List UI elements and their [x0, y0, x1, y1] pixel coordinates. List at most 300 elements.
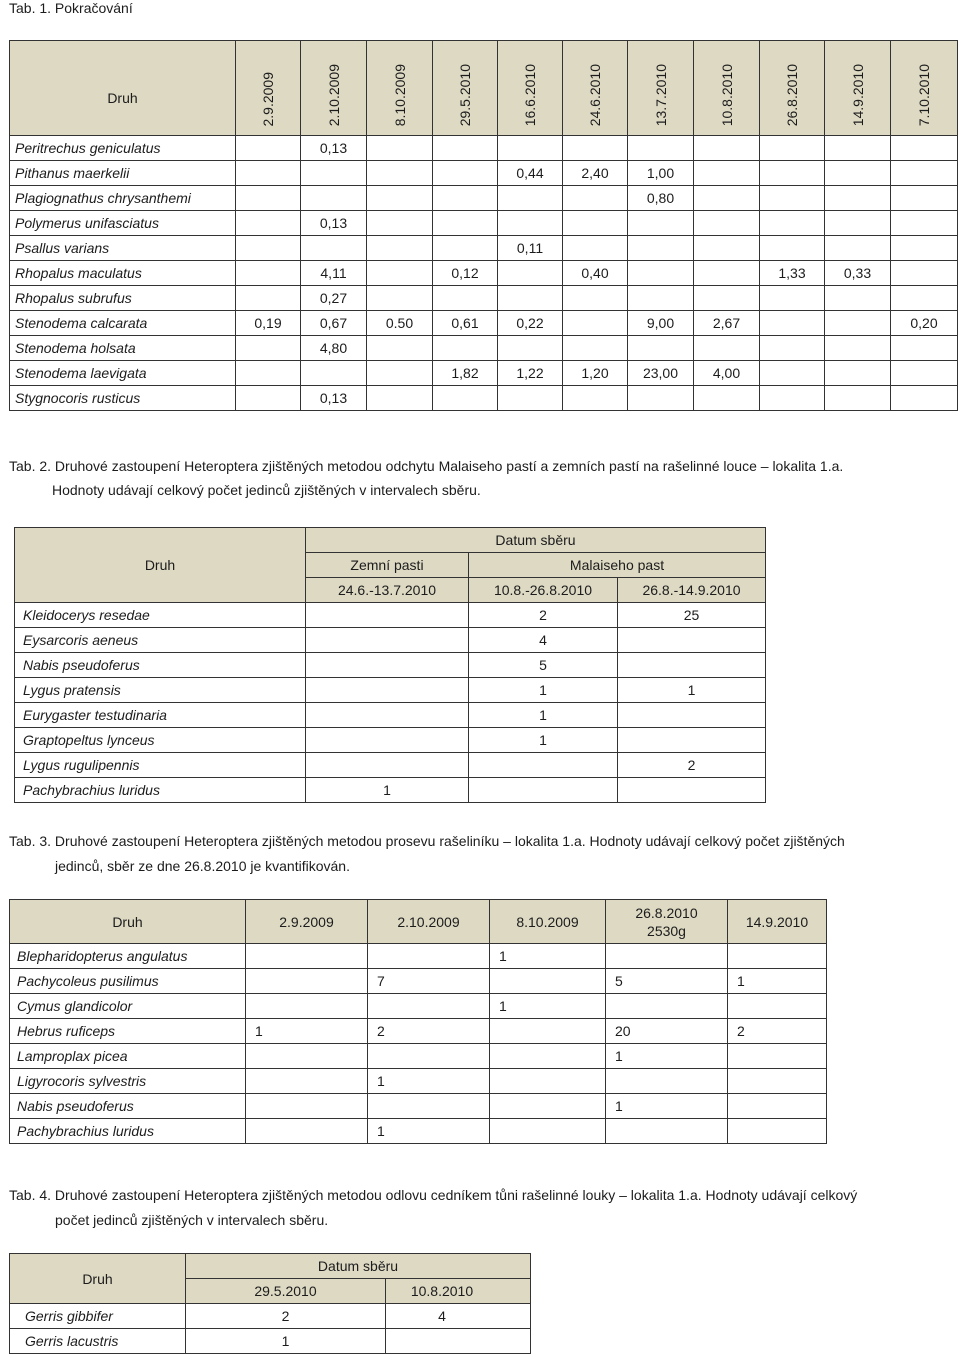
count-cell	[891, 136, 958, 161]
count-cell	[490, 1094, 606, 1119]
count-cell: 1	[368, 1069, 490, 1094]
species-name: Rhopalus maculatus	[10, 261, 236, 286]
count-cell	[367, 261, 433, 286]
count-cell	[367, 286, 433, 311]
count-cell: 0,19	[236, 311, 301, 336]
count-cell	[246, 1044, 368, 1069]
count-cell	[760, 186, 825, 211]
count-cell	[367, 336, 433, 361]
count-cell	[825, 236, 891, 261]
date-label: 26.8.2010	[784, 63, 800, 126]
species-row	[15, 628, 766, 653]
count-cell	[891, 336, 958, 361]
species-row	[10, 311, 958, 336]
species-row	[10, 261, 958, 286]
table-4-body	[10, 1304, 531, 1354]
species-name: Gerris lacustris	[10, 1329, 186, 1354]
species-column-header: Druh	[15, 528, 306, 603]
count-cell	[694, 336, 760, 361]
species-header-label: Druh	[107, 90, 138, 106]
count-cell	[236, 211, 301, 236]
count-cell	[301, 186, 367, 211]
count-cell: 4	[386, 1304, 531, 1329]
count-cell	[628, 261, 694, 286]
species-row	[10, 136, 958, 161]
species-name: Pachycoleus pusilimus	[10, 969, 246, 994]
date-column-header	[891, 41, 958, 136]
table-2-caption-line-2: Hodnoty udávají celkový počet jedinců zjištěných v intervalech sběru.	[52, 482, 481, 498]
count-cell: 4,00	[694, 361, 760, 386]
count-cell	[891, 186, 958, 211]
count-cell: 1	[306, 778, 469, 803]
count-cell	[825, 161, 891, 186]
species-name: Rhopalus subrufus	[10, 286, 236, 311]
species-name: Lamproplax picea	[10, 1044, 246, 1069]
species-row	[15, 703, 766, 728]
interval-header: 24.6.-13.7.2010	[306, 578, 469, 603]
table-3	[9, 899, 827, 1144]
count-cell	[368, 944, 490, 969]
count-cell	[694, 186, 760, 211]
species-column-header	[10, 41, 236, 136]
count-cell	[694, 236, 760, 261]
count-cell: 2	[186, 1304, 386, 1329]
count-cell: 1	[246, 1019, 368, 1044]
count-cell	[760, 361, 825, 386]
count-cell: 1	[490, 994, 606, 1019]
count-cell: 1,20	[563, 361, 628, 386]
date-column-header: 10.8.2010	[386, 1279, 531, 1304]
count-cell	[368, 1044, 490, 1069]
count-cell: 0,80	[628, 186, 694, 211]
species-row	[10, 286, 958, 311]
count-cell	[236, 361, 301, 386]
species-name: Eysarcoris aeneus	[15, 628, 306, 653]
species-name: Stenodema holsata	[10, 336, 236, 361]
species-name: Stenodema calcarata	[10, 311, 236, 336]
species-name: Nabis pseudoferus	[10, 1094, 246, 1119]
table-4-caption-line-2: počet jedinců zjištěných v intervalech sběru.	[55, 1212, 329, 1228]
count-cell: 1	[469, 678, 618, 703]
count-cell	[618, 778, 766, 803]
count-cell	[490, 969, 606, 994]
count-cell: 20	[606, 1019, 728, 1044]
species-name: Stenodema laevigata	[10, 361, 236, 386]
species-row	[15, 653, 766, 678]
table-3-caption-line-2: jedinců, sběr ze dne 26.8.2010 je kvantifikován.	[55, 858, 350, 874]
count-cell: 4	[469, 628, 618, 653]
date-column-header	[694, 41, 760, 136]
count-cell	[433, 386, 498, 411]
count-cell	[760, 286, 825, 311]
count-cell	[498, 211, 563, 236]
species-row	[10, 1329, 531, 1354]
count-cell: 1,33	[760, 261, 825, 286]
species-row	[10, 336, 958, 361]
count-cell: 1,00	[628, 161, 694, 186]
count-cell	[433, 286, 498, 311]
date-label: 2.10.2009	[325, 63, 342, 126]
count-cell	[301, 236, 367, 261]
count-cell	[891, 261, 958, 286]
count-cell	[563, 336, 628, 361]
count-cell	[760, 211, 825, 236]
count-cell	[694, 161, 760, 186]
date-label: 14.9.2010	[849, 63, 866, 126]
count-cell	[825, 361, 891, 386]
date-column-header	[498, 41, 563, 136]
count-cell: 0,67	[301, 311, 367, 336]
species-column-header: Druh	[10, 900, 246, 944]
count-cell	[760, 386, 825, 411]
count-cell: 2,67	[694, 311, 760, 336]
count-cell	[433, 161, 498, 186]
count-cell	[825, 211, 891, 236]
species-name: Hebrus ruficeps	[10, 1019, 246, 1044]
count-cell	[825, 286, 891, 311]
header-row	[15, 528, 766, 553]
species-row	[10, 1019, 827, 1044]
species-name: Ligyrocoris sylvestris	[10, 1069, 246, 1094]
count-cell	[306, 703, 469, 728]
species-name: Gerris gibbifer	[10, 1304, 186, 1329]
table-4	[9, 1253, 531, 1354]
date-column-header: 14.9.2010	[728, 900, 827, 944]
species-name: Psallus varians	[10, 236, 236, 261]
date-label: 8.10.2009	[391, 63, 408, 126]
species-row	[10, 1304, 531, 1329]
count-cell: 0,20	[891, 311, 958, 336]
date-column-header	[367, 41, 433, 136]
count-cell	[367, 161, 433, 186]
species-row	[10, 211, 958, 236]
species-row	[10, 1119, 827, 1144]
count-cell	[498, 286, 563, 311]
count-cell	[367, 386, 433, 411]
count-cell: 2	[618, 753, 766, 778]
count-cell	[891, 361, 958, 386]
count-cell	[891, 161, 958, 186]
count-cell: 4,11	[301, 261, 367, 286]
count-cell	[825, 136, 891, 161]
count-cell: 1	[469, 728, 618, 753]
count-cell	[825, 186, 891, 211]
count-cell: 1	[490, 944, 606, 969]
method-header: Malaiseho past	[469, 553, 766, 578]
count-cell	[628, 211, 694, 236]
species-row	[10, 1094, 827, 1119]
date-group-header: Datum sběru	[186, 1254, 531, 1279]
species-name: Stygnocoris rusticus	[10, 386, 236, 411]
species-name: Plagiognathus chrysanthemi	[10, 186, 236, 211]
species-row	[10, 1044, 827, 1069]
count-cell: 5	[469, 653, 618, 678]
count-cell	[236, 286, 301, 311]
species-row	[10, 186, 958, 211]
table-3-caption-line-1: Tab. 3. Druhové zastoupení Heteroptera zjištěných metodou prosevu rašeliníku – lokalita 1.a. Hodnoty udávají celkový počet zjištěných	[9, 833, 845, 849]
count-cell	[306, 653, 469, 678]
species-name: Pachybrachius luridus	[10, 1119, 246, 1144]
count-cell	[825, 386, 891, 411]
count-cell	[694, 286, 760, 311]
count-cell	[367, 361, 433, 386]
count-cell	[306, 728, 469, 753]
count-cell	[367, 236, 433, 261]
species-name: Graptopeltus lynceus	[15, 728, 306, 753]
date-column-header: 2.9.2009	[246, 900, 368, 944]
species-row	[10, 236, 958, 261]
date-label: 26.8.2010	[635, 904, 698, 921]
date-label: 16.6.2010	[522, 63, 538, 126]
count-cell	[825, 311, 891, 336]
count-cell	[563, 211, 628, 236]
count-cell: 0,61	[433, 311, 498, 336]
table-1-body	[10, 136, 958, 411]
count-cell	[891, 286, 958, 311]
method-header: Zemní pasti	[306, 553, 469, 578]
date-column-header	[433, 41, 498, 136]
count-cell	[306, 753, 469, 778]
count-cell: 1	[618, 678, 766, 703]
count-cell	[606, 944, 728, 969]
date-column-header	[301, 41, 367, 136]
count-cell	[236, 186, 301, 211]
count-cell	[563, 186, 628, 211]
count-cell: 1	[606, 1094, 728, 1119]
count-cell: 0,40	[563, 261, 628, 286]
count-cell	[891, 386, 958, 411]
count-cell	[760, 336, 825, 361]
species-row	[10, 361, 958, 386]
count-cell	[760, 311, 825, 336]
count-cell: 0,13	[301, 136, 367, 161]
count-cell: 0,13	[301, 386, 367, 411]
count-cell	[236, 136, 301, 161]
sample-weight-label: 2530g	[647, 922, 686, 939]
count-cell	[728, 944, 827, 969]
species-row	[10, 386, 958, 411]
count-cell	[760, 136, 825, 161]
count-cell	[628, 386, 694, 411]
date-label: 2.9.2009	[260, 71, 276, 126]
date-column-header	[563, 41, 628, 136]
species-row	[15, 678, 766, 703]
count-cell	[433, 186, 498, 211]
count-cell	[498, 336, 563, 361]
count-cell	[728, 994, 827, 1019]
count-cell: 0,13	[301, 211, 367, 236]
count-cell: 0.50	[367, 311, 433, 336]
count-cell: 1	[728, 969, 827, 994]
species-name: Peritrechus geniculatus	[10, 136, 236, 161]
table-2	[14, 527, 766, 803]
date-column-header	[236, 41, 301, 136]
species-name: Pachybrachius luridus	[15, 778, 306, 803]
count-cell: 0,33	[825, 261, 891, 286]
species-row	[15, 753, 766, 778]
count-cell	[236, 336, 301, 361]
species-name: Lygus pratensis	[15, 678, 306, 703]
count-cell	[368, 994, 490, 1019]
count-cell	[694, 136, 760, 161]
species-row	[10, 1069, 827, 1094]
count-cell: 1	[186, 1329, 386, 1354]
count-cell	[728, 1119, 827, 1144]
count-cell	[246, 994, 368, 1019]
count-cell	[606, 1119, 728, 1144]
count-cell	[694, 386, 760, 411]
count-cell	[306, 678, 469, 703]
date-label: 10.8.2010	[718, 63, 735, 126]
header-row	[10, 1254, 531, 1279]
count-cell	[498, 136, 563, 161]
date-group-header: Datum sběru	[306, 528, 766, 553]
species-name: Cymus glandicolor	[10, 994, 246, 1019]
count-cell	[301, 161, 367, 186]
count-cell: 4,80	[301, 336, 367, 361]
count-cell	[306, 603, 469, 628]
species-name: Polymerus unifasciatus	[10, 211, 236, 236]
count-cell	[490, 1019, 606, 1044]
date-label: 29.5.2010	[457, 63, 473, 126]
count-cell: 2	[368, 1019, 490, 1044]
species-name: Eurygaster testudinaria	[15, 703, 306, 728]
count-cell	[490, 1044, 606, 1069]
count-cell: 2,40	[563, 161, 628, 186]
count-cell: 5	[606, 969, 728, 994]
count-cell	[469, 753, 618, 778]
count-cell: 0,22	[498, 311, 563, 336]
count-cell: 1,82	[433, 361, 498, 386]
count-cell: 1	[469, 703, 618, 728]
count-cell: 0,11	[498, 236, 563, 261]
count-cell: 7	[368, 969, 490, 994]
count-cell	[891, 236, 958, 261]
count-cell	[563, 136, 628, 161]
count-cell	[825, 336, 891, 361]
count-cell	[433, 236, 498, 261]
count-cell	[618, 728, 766, 753]
count-cell	[728, 1094, 827, 1119]
interval-header: 26.8.-14.9.2010	[618, 578, 766, 603]
species-row	[10, 161, 958, 186]
count-cell: 0,27	[301, 286, 367, 311]
count-cell: 25	[618, 603, 766, 628]
count-cell	[469, 778, 618, 803]
count-cell	[618, 653, 766, 678]
species-name: Nabis pseudoferus	[15, 653, 306, 678]
table-1-caption: Tab. 1. Pokračování	[9, 0, 133, 16]
count-cell	[563, 311, 628, 336]
date-column-header: 2.10.2009	[368, 900, 490, 944]
count-cell	[891, 211, 958, 236]
table-4-caption-line-1: Tab. 4. Druhové zastoupení Heteroptera zjištěných metodou odlovu cedníkem tůni rašelinné louky – lokalita 1.a. Hodnoty udávají celkový	[9, 1187, 858, 1203]
count-cell	[628, 236, 694, 261]
species-row	[15, 778, 766, 803]
count-cell	[301, 361, 367, 386]
count-cell: 9,00	[628, 311, 694, 336]
species-row	[15, 603, 766, 628]
count-cell	[433, 336, 498, 361]
table-1	[9, 40, 958, 411]
table-3-body	[10, 944, 827, 1144]
count-cell	[246, 1069, 368, 1094]
count-cell	[490, 1119, 606, 1144]
count-cell	[498, 386, 563, 411]
count-cell	[367, 136, 433, 161]
count-cell	[367, 186, 433, 211]
date-label: 7.10.2010	[916, 63, 932, 126]
interval-header: 10.8.-26.8.2010	[469, 578, 618, 603]
count-cell	[728, 1044, 827, 1069]
count-cell	[563, 286, 628, 311]
count-cell	[694, 261, 760, 286]
count-cell	[236, 261, 301, 286]
count-cell	[306, 628, 469, 653]
count-cell	[433, 136, 498, 161]
count-cell: 1	[606, 1044, 728, 1069]
date-column-header	[760, 41, 825, 136]
table-2-caption-line-1: Tab. 2. Druhové zastoupení Heteroptera zjištěných metodou odchytu Malaiseho pastí a zemních pastí na rašelinné louce – lokalita 1.a.	[9, 458, 844, 474]
count-cell	[367, 211, 433, 236]
species-column-header: Druh	[10, 1254, 186, 1304]
count-cell	[236, 161, 301, 186]
date-column-header: 8.10.2009	[490, 900, 606, 944]
count-cell	[618, 628, 766, 653]
count-cell	[606, 1069, 728, 1094]
species-row	[10, 944, 827, 969]
count-cell	[694, 211, 760, 236]
count-cell: 2	[728, 1019, 827, 1044]
species-row	[10, 994, 827, 1019]
header-row	[10, 41, 958, 136]
count-cell: 23,00	[628, 361, 694, 386]
species-row	[15, 728, 766, 753]
count-cell	[368, 1094, 490, 1119]
count-cell	[433, 211, 498, 236]
count-cell	[563, 236, 628, 261]
count-cell: 1,22	[498, 361, 563, 386]
count-cell	[760, 161, 825, 186]
count-cell: 2	[469, 603, 618, 628]
date-column-header	[628, 41, 694, 136]
count-cell	[618, 703, 766, 728]
header-row	[10, 900, 827, 944]
species-name: Blepharidopterus angulatus	[10, 944, 246, 969]
count-cell	[628, 136, 694, 161]
count-cell: 0,12	[433, 261, 498, 286]
count-cell	[606, 994, 728, 1019]
count-cell	[498, 261, 563, 286]
count-cell	[236, 236, 301, 261]
count-cell	[246, 944, 368, 969]
count-cell	[246, 1094, 368, 1119]
date-label: 24.6.2010	[587, 63, 603, 126]
count-cell	[628, 336, 694, 361]
count-cell	[728, 1069, 827, 1094]
date-column-header	[606, 900, 728, 944]
count-cell: 1	[368, 1119, 490, 1144]
date-column-header	[825, 41, 891, 136]
count-cell	[236, 386, 301, 411]
count-cell	[760, 236, 825, 261]
count-cell	[246, 1119, 368, 1144]
count-cell	[628, 286, 694, 311]
date-label: 13.7.2010	[652, 63, 669, 126]
species-row	[10, 969, 827, 994]
species-name: Pithanus maerkelii	[10, 161, 236, 186]
count-cell	[386, 1329, 531, 1354]
